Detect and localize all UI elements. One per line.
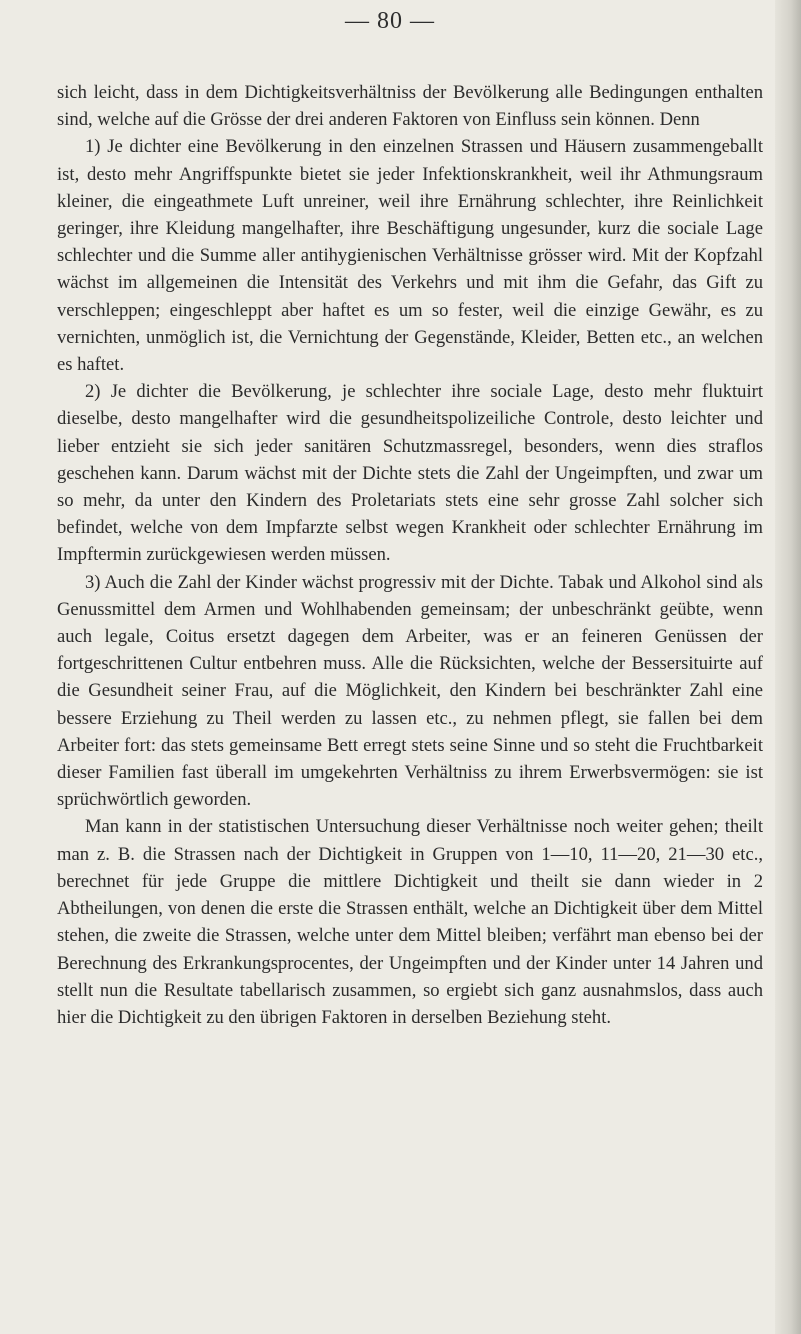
paragraph-point-1: 1) Je dichter eine Bevölkerung in den einzelnen Strassen und Häusern zusammengeballt ist, desto mehr Angriffspunkte bietet sie jeder Infektionskrankheit, weil ihr Athmungsraum kleiner, die eingeathmete Luft unreiner, weil ihre Ernährung schlechter, ihre Reinlichkeit geringer, ihre Kleidung mangelhafter, ihre Beschäftigung ungesunder, kurz die sociale Lage schlechter und die Summe aller antihygienischen Verhältnisse grösser wird. Mit der Kopfzahl wächst im allgemeinen die Intensität des Verkehrs und mit ihm die Gefahr, das Gift zu verschleppen; eingeschleppt aber haftet es um so fester, weil die einzige Gewähr, es zu vernichten, unmöglich ist, die Vernichtung der Gegenstände, Kleider, Betten etc., an welchen es haftet. [57,136,763,376]
paragraph-statistics: Man kann in der statistischen Untersuchung dieser Verhältnisse noch weiter gehen; theilt man z. B. die Strassen nach der Dichtigkeit in Gruppen von 1—10, 11—20, 21—30 etc., berechnet für jede Gruppe die mittlere Dichtigkeit und theilt sie dann wieder in 2 Abtheilungen, von denen die erste die Strassen enthält, welche an Dichtigkeit über dem Mittel stehen, die zweite die Strassen, welche unter dem Mittel bleiben; verfährt man ebenso bei der Berechnung des Erkrankungsprocentes, der Ungeimpften und der Kinder unter 14 Jahren und stellt nun die Resultate tabellarisch zusammen, so ergiebt sich ganz ausnahmslos, dass auch hier die Dichtigkeit zu den übrigen Faktoren in derselben Beziehung steht. [57,816,763,1028]
page-edge-shadow [775,0,801,1334]
paragraph-intro: sich leicht, dass in dem Dichtigkeitsverhältniss der Bevölkerung alle Bedingungen enthalten sind, welche auf die Grösse der drei anderen Faktoren von Einfluss sein können. Denn [57,82,763,131]
paragraph-point-3: 3) Auch die Zahl der Kinder wächst progressiv mit der Dichte. Tabak und Alkohol sind als Genussmittel dem Armen und Wohlhabenden gemeinsam; der unbeschränkt geübte, wenn auch legale, Coitus ersetzt dagegen dem Arbeiter, was er an feineren Genüssen der fortgeschrittenen Cultur entbehren muss. Alle die Rücksichten, welche der Bessersituirte auf die Gesundheit seiner Frau, auf die Möglichkeit, den Kindern bei beschränkter Zahl eine bessere Erziehung zu Theil werden zu lassen etc., zu nehmen pflegt, sie fallen bei dem Arbeiter fort: das stets gemeinsame Bett erregt stets seine Sinne und so steht die Fruchtbarkeit dieser Familien fast überall im umgekehrten Verhältniss zu ihrem Erwerbsvermögen: sie ist sprüchwörtlich geworden. [57,571,763,811]
page-body-text [57,79,763,1031]
page-number: — 80 — [345,8,435,34]
paragraph-point-2: 2) Je dichter die Bevölkerung, je schlechter ihre sociale Lage, desto mehr fluktuirt dieselbe, desto mangelhafter wird die gesundheitspolizeiliche Controle, desto leichter und lieber entzieht sie sich jeder sanitären Schutzmassregel, besonders, wenn dies straflos geschehen kann. Darum wächst mit der Dichte stets die Zahl der Ungeimpften, und zwar um so mehr, da unter den Kindern des Proletariats stets eine sehr grosse Zahl solcher sich befindet, welche von dem Impfarzte selbst wegen Krankheit oder schlechter Ernährung im Impftermin zurückgewiesen werden müssen. [57,381,763,566]
